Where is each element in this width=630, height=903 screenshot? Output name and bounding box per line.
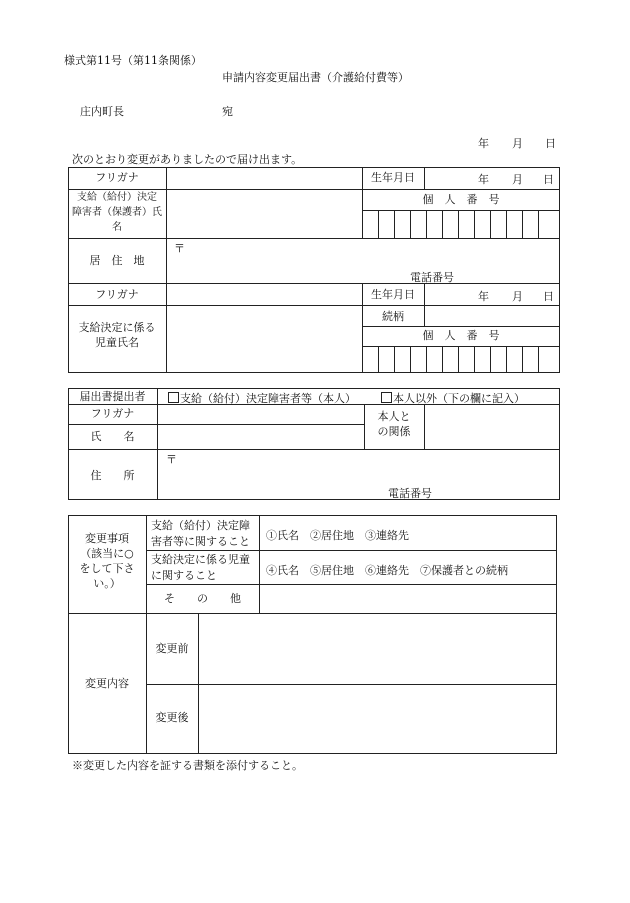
personal-number-label: 個 人 番 号 bbox=[422, 193, 500, 206]
birth-year: 年 bbox=[478, 173, 489, 186]
option-other[interactable]: 本人以外（下の欄に記入） bbox=[381, 390, 525, 406]
row-child-label: 支給決定に係る児童 に関すること bbox=[151, 553, 250, 582]
checkbox-icon[interactable] bbox=[168, 392, 179, 403]
birthdate-label-2: 生年月日 bbox=[371, 288, 415, 301]
relation-label: 続柄 bbox=[382, 310, 404, 323]
honorific: 宛 bbox=[222, 105, 233, 118]
form-number: 様式第11号（第11条関係） bbox=[64, 54, 202, 67]
child-name-label: 支給決定に係る 児童氏名 bbox=[78, 321, 156, 349]
birth-year-2: 年 bbox=[478, 290, 489, 303]
submitter-phone-label: 電話番号 bbox=[388, 487, 432, 500]
date-day: 日 bbox=[545, 137, 556, 150]
birth-month: 月 bbox=[512, 173, 523, 186]
submitter-postal-mark: 〒 bbox=[166, 453, 177, 466]
row-other-label: そ の 他 bbox=[164, 592, 241, 605]
submitter-address-label: 住 所 bbox=[90, 469, 135, 482]
submitter-furigana-label: フリガナ bbox=[90, 407, 135, 420]
option-self[interactable]: 支給（給付）決定障害者等（本人） bbox=[168, 390, 356, 406]
date-year: 年 bbox=[478, 137, 489, 150]
addressee: 庄内町長 bbox=[80, 105, 124, 118]
row-child-options[interactable]: ④氏名 ⑤居住地 ⑥連絡先 ⑦保護者との続柄 bbox=[266, 564, 508, 577]
row-recipient-label: 支給（給付）決定障 害者等に関すること bbox=[151, 519, 250, 548]
birth-month-2: 月 bbox=[512, 290, 523, 303]
checkbox-icon[interactable] bbox=[381, 392, 392, 403]
row-recipient-options[interactable]: ①氏名 ②居住地 ③連絡先 bbox=[266, 529, 409, 542]
furigana-label-2: フリガナ bbox=[95, 288, 139, 301]
birthdate-label: 生年月日 bbox=[371, 171, 415, 184]
footer-note: ※変更した内容を証する書類を添付すること。 bbox=[72, 759, 303, 772]
before-label: 変更前 bbox=[155, 642, 189, 655]
recipient-name-label: 支給（給付）決定 障害者（保護者）氏 名 bbox=[72, 192, 162, 233]
change-content-label: 変更内容 bbox=[85, 677, 129, 690]
birth-day: 日 bbox=[543, 173, 554, 186]
relationship-label: 本人と の関係 bbox=[377, 410, 411, 438]
form-title: 申請内容変更届出書（介護給付費等） bbox=[222, 71, 409, 84]
birth-day-2: 日 bbox=[543, 290, 554, 303]
intro-text: 次のとおり変更がありましたので届け出ます。 bbox=[72, 153, 303, 166]
submitter-name-label: 氏 名 bbox=[90, 430, 135, 443]
submitter-label: 届出書提出者 bbox=[79, 390, 146, 403]
postal-mark: 〒 bbox=[174, 242, 185, 255]
personal-number-label-2: 個 人 番 号 bbox=[422, 329, 500, 342]
address-label: 居 住 地 bbox=[89, 254, 145, 267]
change-item-label: 変更事項 （該当に○ をして下さ い。） bbox=[79, 532, 135, 590]
phone-label: 電話番号 bbox=[410, 271, 454, 284]
after-label: 変更後 bbox=[155, 711, 189, 724]
furigana-label: フリガナ bbox=[95, 171, 139, 184]
date-month: 月 bbox=[512, 137, 523, 150]
